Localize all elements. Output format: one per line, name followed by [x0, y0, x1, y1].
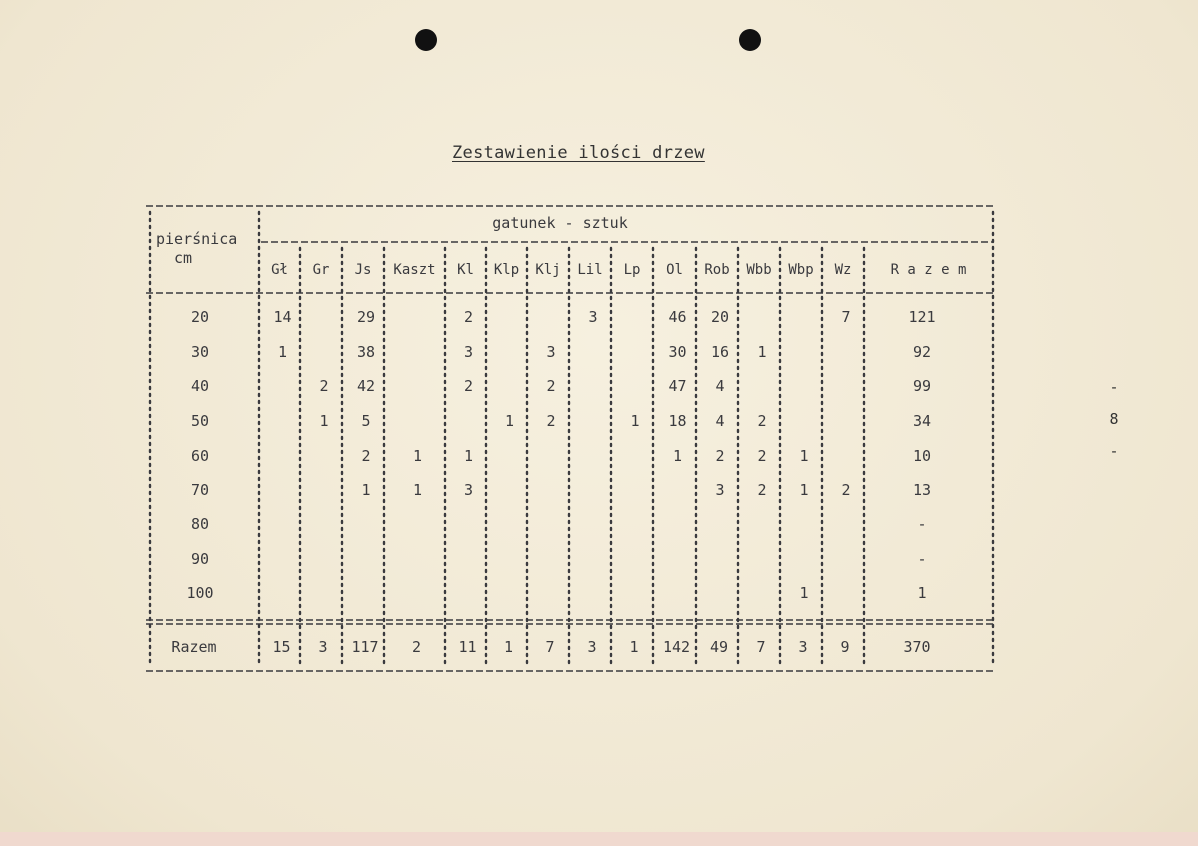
table-cell: 14 [273, 308, 292, 326]
table-cell: 30 [668, 343, 687, 361]
row-total: 13 [912, 481, 932, 499]
row-label: 70 [190, 481, 210, 499]
row-label: 100 [186, 584, 214, 602]
table-cell: 1 [361, 481, 371, 499]
row-label: 50 [190, 412, 210, 430]
table-cell: 2 [546, 412, 556, 430]
row-total: 92 [912, 343, 932, 361]
table-cell: 1 [799, 447, 809, 465]
column-header: Wz [834, 262, 852, 278]
total-header: R a z e m [890, 262, 967, 278]
table-cell: 1 [630, 412, 640, 430]
column-header: Ol [666, 262, 683, 278]
table-cell: 1 [504, 412, 515, 430]
row-label: 80 [190, 515, 210, 533]
column-header: Kaszt [393, 262, 436, 278]
sum-cell: 3 [318, 638, 328, 656]
table-cell: 3 [546, 343, 556, 361]
column-header: Gr [312, 262, 330, 278]
row-header-label: pierśnica [156, 230, 238, 248]
column-header: Kl [457, 262, 474, 278]
row-total: 121 [908, 308, 936, 326]
table-cell: 1 [463, 447, 474, 465]
table-cell: 1 [412, 481, 423, 499]
table-cell: 1 [412, 447, 423, 465]
row-total: - [917, 515, 927, 533]
table-cell: 7 [841, 308, 851, 326]
table-cell: 1 [277, 343, 288, 361]
sum-cell: 3 [587, 638, 597, 656]
row-label: 60 [190, 447, 210, 465]
grand-total: 370 [903, 638, 931, 656]
table-cell: 3 [463, 481, 474, 499]
table-cell: 29 [356, 308, 376, 326]
sum-cell: 142 [662, 638, 691, 656]
table-cell: 5 [361, 412, 371, 430]
sum-cell: 1 [503, 638, 514, 656]
row-total: 10 [912, 447, 932, 465]
table-cell: 2 [319, 377, 329, 395]
table-cell: 46 [668, 308, 687, 326]
table-cell: 38 [356, 343, 376, 361]
sum-cell: 9 [840, 638, 850, 656]
table-cell: 1 [757, 343, 767, 361]
column-header: Rob [704, 262, 730, 278]
table-cell: 2 [361, 447, 371, 465]
table-cell: 47 [668, 377, 687, 395]
sum-cell: 7 [545, 638, 555, 656]
table-cell: 3 [588, 308, 598, 326]
column-header: Wbp [788, 262, 814, 278]
sum-cell: 1 [629, 638, 639, 656]
row-total: - [917, 550, 927, 568]
page-number: 8 [1109, 410, 1119, 428]
table-cell: 3 [715, 481, 725, 499]
column-header: Lil [577, 262, 603, 278]
sum-cell: 11 [458, 638, 477, 656]
column-header: Klj [535, 262, 561, 278]
sum-cell: 7 [756, 638, 766, 656]
sum-cell: 117 [351, 638, 379, 656]
row-label: 90 [190, 550, 210, 568]
table-cell: 42 [356, 377, 376, 395]
group-header: gatunek - sztuk [492, 214, 628, 232]
table-cell: 4 [715, 377, 725, 395]
column-header: Js [354, 262, 372, 278]
column-header: Lp [623, 262, 641, 278]
table-cell: 2 [757, 447, 767, 465]
sum-cell: 15 [272, 638, 291, 656]
sum-cell: 49 [709, 638, 729, 656]
table-cell: 2 [757, 481, 767, 499]
table-cell: 1 [319, 412, 329, 430]
row-total: 99 [912, 377, 932, 395]
document-title: Zestawienie ilości drzew [452, 143, 705, 163]
table-cell: 2 [841, 481, 851, 499]
table-cell: 4 [715, 412, 725, 430]
table-cell: 2 [715, 447, 725, 465]
sum-row-label: Razem [171, 638, 217, 656]
row-label: 20 [190, 308, 210, 326]
page-mark-top: - [1109, 378, 1119, 396]
table-cell: 2 [757, 412, 767, 430]
page-mark-bottom: - [1109, 442, 1119, 460]
table-cell: 3 [463, 343, 474, 361]
sum-cell: 2 [411, 638, 422, 656]
column-header: Gł [271, 262, 288, 278]
sum-cell: 3 [798, 638, 808, 656]
table-cell: 1 [672, 447, 683, 465]
table-cell: 2 [463, 377, 474, 395]
row-total: 34 [912, 412, 932, 430]
table-cell: 18 [668, 412, 687, 430]
column-header: Klp [493, 262, 520, 278]
table-cell: 2 [463, 308, 474, 326]
row-total: 1 [917, 584, 927, 602]
table-cell: 2 [546, 377, 556, 395]
table-cell: 20 [710, 308, 730, 326]
table-cell: 1 [799, 584, 809, 602]
table-cell: 1 [799, 481, 809, 499]
row-label: 30 [190, 343, 210, 361]
table-cell: 16 [710, 343, 730, 361]
row-label: 40 [190, 377, 210, 395]
column-header: Wbb [746, 262, 772, 278]
row-header-unit: cm [173, 249, 193, 267]
